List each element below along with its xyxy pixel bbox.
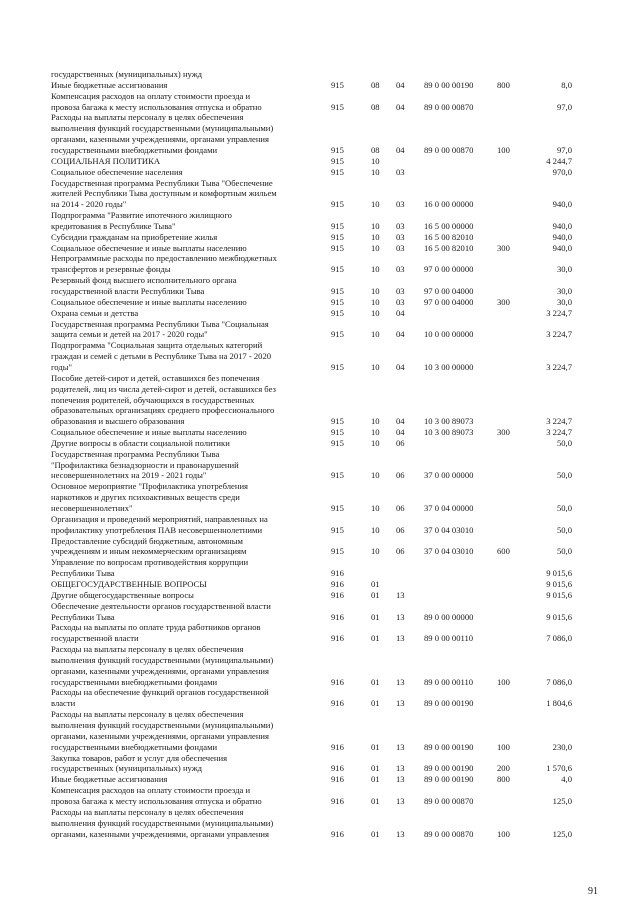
row-ministry-code: 915 <box>331 264 344 275</box>
row-subsection-code: 06 <box>396 437 405 448</box>
row-name: Государственная программа Республики Тыва "Обеспечение <box>51 177 273 188</box>
row-target-article: 89 0 00 00110 <box>424 633 474 644</box>
row-section-code: 01 <box>371 676 380 687</box>
row-section-code: 08 <box>371 79 380 90</box>
row-subsection-code: 04 <box>396 144 405 155</box>
row-amount: 230,0 <box>552 741 572 752</box>
row-ministry-code: 916 <box>331 568 344 579</box>
row-subsection-code: 13 <box>396 828 405 839</box>
row-amount: 940,0 <box>552 231 572 242</box>
row-section-code: 10 <box>371 199 380 210</box>
row-section-code: 10 <box>371 286 380 296</box>
row-ministry-code: 915 <box>331 220 344 231</box>
row-name: Государственная программа Республики Тыва "Социальная <box>51 318 269 329</box>
row-amount: 4 244,7 <box>546 155 572 166</box>
row-ministry-code: 915 <box>331 231 344 242</box>
row-name: профилактику употребления ПАВ несовершеннолетними <box>51 524 263 535</box>
row-amount: 940,0 <box>552 220 572 231</box>
row-name: образования и высшего образования <box>51 416 185 427</box>
row-name: Основное мероприятие "Профилактика употребления <box>51 481 249 492</box>
row-section-code: 10 <box>371 329 380 340</box>
row-ministry-code: 916 <box>331 741 344 752</box>
row-subsection-code: 04 <box>396 307 405 318</box>
row-expense-type: 600 <box>497 546 510 557</box>
row-name: попечения родителей, обучающихся в государственных <box>51 394 255 405</box>
row-expense-type: 100 <box>497 741 510 752</box>
row-ministry-code: 916 <box>331 763 344 774</box>
row-name: Подпрограмма "Социальная защита отдельных категорий <box>51 340 263 351</box>
row-section-code: 01 <box>371 579 380 589</box>
row-name: Расходы на выплаты по оплате труда работников органов <box>51 622 261 633</box>
row-name: жителей Республики Тыва доступным и комфортным жильем <box>51 188 277 199</box>
row-ministry-code: 916 <box>331 611 344 622</box>
row-expense-type: 200 <box>497 763 510 774</box>
row-subsection-code: 04 <box>396 416 405 427</box>
row-name: выполнения функций государственными (муниципальными) <box>51 720 274 730</box>
row-target-article: 10 0 00 00000 <box>424 329 474 340</box>
row-name: Резервный фонд высшего исполнительного органа <box>51 275 237 286</box>
row-section-code: 01 <box>371 741 380 752</box>
row-name: кредитования в Республике Тыва" <box>51 220 176 231</box>
row-subsection-code: 04 <box>396 101 405 112</box>
row-target-article: 89 0 00 00110 <box>424 676 474 687</box>
row-section-code: 10 <box>371 231 380 242</box>
row-section-code: 08 <box>371 144 380 155</box>
row-ministry-code: 915 <box>331 286 344 296</box>
row-name: защита семьи и детей на 2017 - 2020 годы" <box>51 329 208 340</box>
row-ministry-code: 915 <box>331 546 344 557</box>
row-subsection-code: 13 <box>396 774 405 785</box>
row-name: Управление по вопросам противодействия коррупции <box>51 557 249 568</box>
row-ministry-code: 915 <box>331 166 344 177</box>
row-subsection-code: 04 <box>396 427 405 438</box>
row-section-code: 10 <box>371 546 380 557</box>
row-ministry-code: 915 <box>331 524 344 535</box>
row-subsection-code: 03 <box>396 296 405 307</box>
row-name: Охрана семьи и детства <box>51 307 139 318</box>
row-name: Социальное обеспечение и иные выплаты населению <box>51 242 247 253</box>
row-amount: 970,0 <box>552 166 572 177</box>
row-target-article: 97 0 00 04000 <box>424 296 474 307</box>
row-expense-type: 300 <box>497 242 510 253</box>
row-name: государственных (муниципальных) нужд <box>51 763 203 774</box>
row-ministry-code: 915 <box>331 144 344 155</box>
row-ministry-code: 916 <box>331 698 344 709</box>
row-section-code: 01 <box>371 611 380 622</box>
row-amount: 7 086,0 <box>546 633 572 644</box>
row-section-code: 08 <box>371 101 380 112</box>
row-name: на 2014 - 2020 годы" <box>51 199 127 210</box>
row-name: годы" <box>51 361 73 372</box>
row-name: Обеспечение деятельности органов государственной власти <box>51 600 271 611</box>
row-target-article: 37 0 00 00000 <box>424 470 474 481</box>
row-ministry-code: 915 <box>331 296 344 307</box>
row-amount: 30,0 <box>556 264 572 275</box>
row-section-code: 10 <box>371 155 380 166</box>
row-name: органами, казенными учреждениями, органами управления <box>51 134 269 145</box>
row-target-article: 89 0 00 00870 <box>424 101 474 112</box>
row-name: Компенсация расходов на оплату стоимости проезда и <box>51 785 251 796</box>
row-name: Расходы на обеспечение функций органов государственной <box>51 687 269 698</box>
row-name: органами, казенными учреждениями, органами управления <box>51 828 269 839</box>
row-target-article: 97 0 00 04000 <box>424 286 474 296</box>
row-section-code: 10 <box>371 296 380 307</box>
row-target-article: 37 0 04 03010 <box>424 546 474 557</box>
row-section-code: 10 <box>371 264 380 275</box>
row-name: ОБЩЕГОСУДАРСТВЕННЫЕ ВОПРОСЫ <box>51 579 207 589</box>
row-name: Иные бюджетные ассигнования <box>51 79 168 90</box>
row-subsection-code: 03 <box>396 286 405 296</box>
row-subsection-code: 13 <box>396 698 405 709</box>
row-amount: 9 015,6 <box>546 568 572 579</box>
row-subsection-code: 13 <box>396 763 405 774</box>
row-name: Республики Тыва <box>51 611 115 622</box>
row-section-code: 01 <box>371 795 380 806</box>
row-ministry-code: 916 <box>331 579 344 589</box>
row-name: Закупка товаров, работ и услуг для обеспечения <box>51 752 228 763</box>
row-name: Непрограммные расходы по предоставлению межбюджетных <box>51 253 277 264</box>
row-name: образовательных организациях среднего профессионального <box>51 405 275 416</box>
row-subsection-code: 13 <box>396 741 405 752</box>
row-ministry-code: 916 <box>331 828 344 839</box>
row-target-article: 89 0 00 00190 <box>424 741 474 752</box>
row-name: Предоставление субсидий бюджетным, автономным <box>51 535 243 546</box>
row-target-article: 89 0 00 00000 <box>424 611 474 622</box>
row-amount: 9 015,6 <box>546 579 572 589</box>
row-name: выполнения функций государственными (муниципальными) <box>51 123 274 134</box>
row-name: Расходы на выплаты персоналу в целях обеспечения <box>51 709 244 720</box>
row-name: государственной власти <box>51 633 139 644</box>
page-number: 91 <box>588 886 598 897</box>
row-name: наркотиков и других психоактивных веществ среди <box>51 492 240 503</box>
row-expense-type: 100 <box>497 828 510 839</box>
row-name: Другие общегосударственные вопросы <box>51 589 194 600</box>
row-target-article: 10 3 00 00000 <box>424 361 474 372</box>
row-section-code: 10 <box>371 166 380 177</box>
row-name: Государственная программа Республики Тыва <box>51 448 220 459</box>
row-target-article: 97 0 00 00000 <box>424 264 474 275</box>
row-ministry-code: 915 <box>331 79 344 90</box>
row-name: органами, казенными учреждениями, органами управления <box>51 730 269 741</box>
row-amount: 3 224,7 <box>546 329 572 340</box>
row-amount: 50,0 <box>556 437 572 448</box>
row-subsection-code: 03 <box>396 166 405 177</box>
row-amount: 50,0 <box>556 524 572 535</box>
row-name: государственными внебюджетными фондами <box>51 741 218 752</box>
row-name: Республики Тыва <box>51 568 115 579</box>
row-name: государственной власти Республики Тыва <box>51 286 205 296</box>
row-expense-type: 100 <box>497 676 510 687</box>
row-ministry-code: 915 <box>331 199 344 210</box>
row-subsection-code: 03 <box>396 231 405 242</box>
row-ministry-code: 915 <box>331 416 344 427</box>
row-name: Расходы на выплаты персоналу в целях обеспечения <box>51 644 244 654</box>
row-ministry-code: 915 <box>331 503 344 513</box>
row-section-code: 01 <box>371 633 380 644</box>
row-ministry-code: 916 <box>331 774 344 785</box>
row-amount: 30,0 <box>556 286 572 296</box>
row-section-code: 01 <box>371 763 380 774</box>
row-subsection-code: 03 <box>396 264 405 275</box>
row-amount: 940,0 <box>552 199 572 210</box>
row-amount: 9 015,6 <box>546 589 572 600</box>
row-ministry-code: 915 <box>331 470 344 481</box>
row-section-code: 10 <box>371 503 380 513</box>
row-section-code: 10 <box>371 437 380 448</box>
row-target-article: 89 0 00 00190 <box>424 79 474 90</box>
row-section-code: 01 <box>371 589 380 600</box>
row-expense-type: 800 <box>497 79 510 90</box>
row-section-code: 10 <box>371 416 380 427</box>
row-ministry-code: 915 <box>331 361 344 372</box>
row-name: выполнения функций государственными (муниципальными) <box>51 817 274 828</box>
row-name: Иные бюджетные ассигнования <box>51 774 168 785</box>
row-subsection-code: 06 <box>396 503 405 513</box>
row-amount: 50,0 <box>556 503 572 513</box>
row-name: государственными внебюджетными фондами <box>51 676 218 687</box>
row-name: трансфертов и резервные фонды <box>51 264 171 275</box>
row-amount: 1 804,6 <box>546 698 572 709</box>
row-subsection-code: 04 <box>396 361 405 372</box>
row-subsection-code: 03 <box>396 199 405 210</box>
row-name: власти <box>51 698 76 709</box>
row-amount: 9 015,6 <box>546 611 572 622</box>
row-target-article: 89 0 00 00190 <box>424 774 474 785</box>
row-name: государственных (муниципальных) нужд <box>51 69 203 79</box>
row-subsection-code: 06 <box>396 524 405 535</box>
row-amount: 3 224,7 <box>546 361 572 372</box>
row-amount: 125,0 <box>552 795 572 806</box>
row-name: родителей, лиц из числа детей-сирот и детей, оставшихся без <box>51 383 276 394</box>
row-amount: 50,0 <box>556 470 572 481</box>
row-ministry-code: 915 <box>331 437 344 448</box>
row-name: Социальное обеспечение и иные выплаты населению <box>51 427 247 438</box>
row-name: СОЦИАЛЬНАЯ ПОЛИТИКА <box>51 155 161 166</box>
row-expense-type: 300 <box>497 427 510 438</box>
row-name: государственными внебюджетными фондами <box>51 144 218 155</box>
row-target-article: 10 3 00 89073 <box>424 427 474 438</box>
row-target-article: 16 5 00 82010 <box>424 231 474 242</box>
row-name: провоза багажа к месту использования отпуска и обратно <box>51 795 262 806</box>
row-target-article: 89 0 00 00870 <box>424 795 474 806</box>
row-name: Социальное обеспечение населения <box>51 166 183 177</box>
row-ministry-code: 915 <box>331 329 344 340</box>
row-name: Организация и проведений мероприятий, направленных на <box>51 513 268 524</box>
row-target-article: 89 0 00 00870 <box>424 144 474 155</box>
row-target-article: 89 0 00 00190 <box>424 763 474 774</box>
row-target-article: 16 0 00 00000 <box>424 199 474 210</box>
row-subsection-code: 13 <box>396 676 405 687</box>
row-amount: 3 224,7 <box>546 416 572 427</box>
row-expense-type: 800 <box>497 774 510 785</box>
row-amount: 4,0 <box>561 774 572 785</box>
row-name: Другие вопросы в области социальной политики <box>51 437 230 448</box>
row-target-article: 16 5 00 00000 <box>424 220 474 231</box>
row-name: несовершеннолетних на 2019 - 2021 годы" <box>51 470 207 481</box>
row-amount: 3 224,7 <box>546 427 572 438</box>
row-subsection-code: 04 <box>396 79 405 90</box>
row-section-code: 10 <box>371 220 380 231</box>
row-section-code: 10 <box>371 242 380 253</box>
row-subsection-code: 06 <box>396 546 405 557</box>
row-section-code: 10 <box>371 361 380 372</box>
row-ministry-code: 915 <box>331 427 344 438</box>
row-name: Субсидии гражданам на приобретение жилья <box>51 231 218 242</box>
row-amount: 7 086,0 <box>546 676 572 687</box>
row-ministry-code: 916 <box>331 589 344 600</box>
row-subsection-code: 06 <box>396 470 405 481</box>
row-expense-type: 300 <box>497 296 510 307</box>
row-name: "Профилактика безнадзорности и правонарушений <box>51 459 239 470</box>
row-target-article: 10 3 00 89073 <box>424 416 474 427</box>
row-name: граждан и семей с детьми в Республике Тыва на 2017 - 2020 <box>51 351 272 362</box>
row-name: Социальное обеспечение и иные выплаты населению <box>51 296 247 307</box>
row-subsection-code: 03 <box>396 220 405 231</box>
row-section-code: 10 <box>371 470 380 481</box>
row-ministry-code: 916 <box>331 795 344 806</box>
row-section-code: 01 <box>371 828 380 839</box>
row-amount: 30,0 <box>556 296 572 307</box>
row-subsection-code: 13 <box>396 795 405 806</box>
row-target-article: 37 0 04 03010 <box>424 524 474 535</box>
row-amount: 1 570,6 <box>546 763 572 774</box>
row-section-code: 01 <box>371 698 380 709</box>
row-name: несовершеннолетних" <box>51 503 133 513</box>
row-name: Компенсация расходов на оплату стоимости проезда и <box>51 90 251 101</box>
row-target-article: 16 5 00 82010 <box>424 242 474 253</box>
row-subsection-code: 13 <box>396 589 405 600</box>
row-amount: 125,0 <box>552 828 572 839</box>
row-name: провоза багажа к месту использования отпуска и обратно <box>51 101 262 112</box>
row-subsection-code: 13 <box>396 611 405 622</box>
row-name: учреждениям и иным некоммерческим организациям <box>51 546 247 557</box>
row-name: Расходы на выплаты персоналу в целях обеспечения <box>51 806 244 817</box>
row-amount: 8,0 <box>561 79 572 90</box>
row-section-code: 10 <box>371 524 380 535</box>
row-subsection-code: 04 <box>396 329 405 340</box>
row-amount: 3 224,7 <box>546 307 572 318</box>
row-ministry-code: 916 <box>331 633 344 644</box>
row-ministry-code: 915 <box>331 101 344 112</box>
row-name: органами, казенными учреждениями, органами управления <box>51 665 269 676</box>
row-ministry-code: 915 <box>331 155 344 166</box>
row-target-article: 89 0 00 00870 <box>424 828 474 839</box>
row-amount: 97,0 <box>556 101 572 112</box>
row-subsection-code: 13 <box>396 633 405 644</box>
row-ministry-code: 916 <box>331 676 344 687</box>
row-name: Пособие детей-сирот и детей, оставшихся без попечения <box>51 372 260 383</box>
row-name: выполнения функций государственными (муниципальными) <box>51 654 274 665</box>
row-amount: 50,0 <box>556 546 572 557</box>
row-target-article: 37 0 04 00000 <box>424 503 474 513</box>
row-target-article: 89 0 00 00190 <box>424 698 474 709</box>
row-name: Расходы на выплаты персоналу в целях обеспечения <box>51 112 244 123</box>
row-section-code: 10 <box>371 427 380 438</box>
row-name: Подпрограмма "Развитие ипотечного жилищного <box>51 210 232 220</box>
row-section-code: 10 <box>371 307 380 318</box>
row-ministry-code: 915 <box>331 242 344 253</box>
row-section-code: 01 <box>371 774 380 785</box>
row-subsection-code: 03 <box>396 242 405 253</box>
row-amount: 940,0 <box>552 242 572 253</box>
row-amount: 97,0 <box>556 144 572 155</box>
row-expense-type: 100 <box>497 144 510 155</box>
row-ministry-code: 915 <box>331 307 344 318</box>
